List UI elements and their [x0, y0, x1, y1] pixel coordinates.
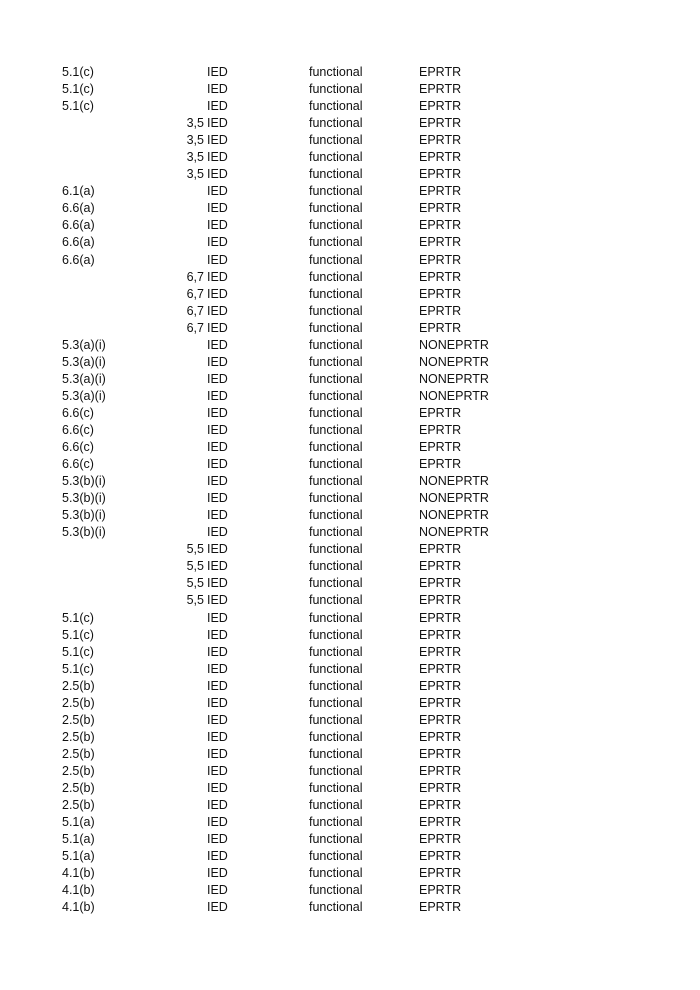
status-cell: functional [309, 388, 363, 403]
directive-type-cell: IED [207, 900, 228, 915]
status-cell: functional [309, 116, 363, 131]
register-cell: EPRTR [419, 712, 462, 727]
table-row [0, 286, 700, 303]
status-cell: functional [309, 559, 363, 574]
spreadsheet-table [0, 64, 700, 916]
register-cell: EPRTR [419, 235, 462, 250]
status-cell: functional [309, 150, 363, 165]
table-row [0, 405, 700, 422]
register-cell: NONEPRTR [419, 508, 489, 523]
register-cell: EPRTR [419, 303, 462, 318]
register-cell: EPRTR [419, 201, 462, 216]
status-cell: functional [309, 610, 363, 625]
table-row [0, 695, 700, 712]
register-cell: EPRTR [419, 593, 462, 608]
status-cell: functional [309, 525, 363, 540]
activity-code-cell: 5.1(c) [62, 627, 94, 642]
activity-code-cell: 4.1(b) [62, 866, 95, 881]
register-cell: EPRTR [419, 729, 462, 744]
directive-type-cell: IED [207, 746, 228, 761]
activity-code-cell: 5.1(c) [62, 661, 94, 676]
register-cell: NONEPRTR [419, 337, 489, 352]
directive-type-cell: IED [207, 65, 228, 79]
status-cell: functional [309, 286, 363, 301]
register-cell: NONEPRTR [419, 491, 489, 506]
table-row [0, 848, 700, 865]
directive-type-cell: IED [207, 525, 228, 540]
register-cell: EPRTR [419, 542, 462, 557]
register-cell: EPRTR [419, 184, 462, 199]
status-cell: functional [309, 627, 363, 642]
status-cell: functional [309, 576, 363, 591]
directive-type-cell: IED [207, 218, 228, 233]
register-cell: EPRTR [419, 610, 462, 625]
table-row [0, 456, 700, 473]
directive-type-cell: IED [207, 542, 228, 557]
register-cell: EPRTR [419, 82, 462, 97]
table-row [0, 371, 700, 388]
capacity-number-cell: 3,5 [186, 150, 204, 165]
table-row [0, 661, 700, 678]
activity-code-cell: 6.6(c) [62, 457, 94, 472]
activity-code-cell: 2.5(b) [62, 746, 95, 761]
register-cell: EPRTR [419, 252, 462, 267]
directive-type-cell: IED [207, 678, 228, 693]
directive-type-cell: IED [207, 508, 228, 523]
directive-type-cell: IED [207, 849, 228, 864]
register-cell: NONEPRTR [419, 525, 489, 540]
table-row [0, 797, 700, 814]
capacity-number-cell: 6,7 [186, 286, 204, 301]
directive-type-cell: IED [207, 883, 228, 898]
status-cell: functional [309, 405, 363, 420]
table-row [0, 814, 700, 831]
register-cell: EPRTR [419, 695, 462, 710]
directive-type-cell: IED [207, 320, 228, 335]
directive-type-cell: IED [207, 303, 228, 318]
activity-code-cell: 5.3(b)(i) [62, 474, 106, 489]
status-cell: functional [309, 729, 363, 744]
capacity-number-cell: 5,5 [186, 576, 204, 591]
register-cell: EPRTR [419, 559, 462, 574]
register-cell: EPRTR [419, 286, 462, 301]
register-cell: EPRTR [419, 763, 462, 778]
status-cell: functional [309, 508, 363, 523]
directive-type-cell: IED [207, 576, 228, 591]
status-cell: functional [309, 593, 363, 608]
table-row [0, 354, 700, 371]
table-row [0, 388, 700, 405]
activity-code-cell: 5.1(a) [62, 832, 95, 847]
activity-code-cell: 6.6(a) [62, 218, 95, 233]
directive-type-cell: IED [207, 116, 228, 131]
status-cell: functional [309, 82, 363, 97]
directive-type-cell: IED [207, 644, 228, 659]
register-cell: NONEPRTR [419, 388, 489, 403]
activity-code-cell: 5.3(b)(i) [62, 508, 106, 523]
table-row [0, 712, 700, 729]
table-row [0, 473, 700, 490]
activity-code-cell: 5.1(c) [62, 65, 94, 79]
table-row [0, 678, 700, 695]
table-row [0, 64, 700, 81]
table-row [0, 507, 700, 524]
status-cell: functional [309, 320, 363, 335]
table-row [0, 610, 700, 627]
activity-code-cell: 6.6(c) [62, 440, 94, 455]
register-cell: EPRTR [419, 99, 462, 114]
activity-code-cell: 2.5(b) [62, 798, 95, 813]
status-cell: functional [309, 763, 363, 778]
status-cell: functional [309, 235, 363, 250]
table-row [0, 899, 700, 916]
capacity-number-cell: 5,5 [186, 542, 204, 557]
directive-type-cell: IED [207, 337, 228, 352]
status-cell: functional [309, 815, 363, 830]
register-cell: EPRTR [419, 900, 462, 915]
table-row [0, 269, 700, 286]
activity-code-cell: 4.1(b) [62, 900, 95, 915]
directive-type-cell: IED [207, 832, 228, 847]
table-row [0, 439, 700, 456]
status-cell: functional [309, 900, 363, 915]
directive-type-cell: IED [207, 252, 228, 267]
register-cell: EPRTR [419, 849, 462, 864]
status-cell: functional [309, 218, 363, 233]
register-cell: EPRTR [419, 218, 462, 233]
status-cell: functional [309, 99, 363, 114]
table-row [0, 200, 700, 217]
directive-type-cell: IED [207, 422, 228, 437]
capacity-number-cell: 6,7 [186, 269, 204, 284]
status-cell: functional [309, 474, 363, 489]
activity-code-cell: 6.1(a) [62, 184, 95, 199]
table-row [0, 81, 700, 98]
capacity-number-cell: 5,5 [186, 593, 204, 608]
status-cell: functional [309, 184, 363, 199]
directive-type-cell: IED [207, 559, 228, 574]
table-row [0, 217, 700, 234]
activity-code-cell: 5.3(a)(i) [62, 388, 106, 403]
directive-type-cell: IED [207, 815, 228, 830]
directive-type-cell: IED [207, 866, 228, 881]
register-cell: EPRTR [419, 116, 462, 131]
capacity-number-cell: 3,5 [186, 116, 204, 131]
directive-type-cell: IED [207, 440, 228, 455]
status-cell: functional [309, 133, 363, 148]
table-row [0, 575, 700, 592]
register-cell: EPRTR [419, 150, 462, 165]
directive-type-cell: IED [207, 661, 228, 676]
directive-type-cell: IED [207, 150, 228, 165]
table-row [0, 644, 700, 661]
register-cell: EPRTR [419, 440, 462, 455]
register-cell: EPRTR [419, 422, 462, 437]
register-cell: EPRTR [419, 133, 462, 148]
activity-code-cell: 5.1(c) [62, 82, 94, 97]
table-row [0, 746, 700, 763]
capacity-number-cell: 6,7 [186, 303, 204, 318]
directive-type-cell: IED [207, 593, 228, 608]
register-cell: EPRTR [419, 457, 462, 472]
directive-type-cell: IED [207, 235, 228, 250]
activity-code-cell: 5.1(a) [62, 849, 95, 864]
activity-code-cell: 5.1(c) [62, 610, 94, 625]
directive-type-cell: IED [207, 729, 228, 744]
register-cell: EPRTR [419, 678, 462, 693]
status-cell: functional [309, 457, 363, 472]
status-cell: functional [309, 644, 363, 659]
status-cell: functional [309, 269, 363, 284]
status-cell: functional [309, 337, 363, 352]
directive-type-cell: IED [207, 780, 228, 795]
register-cell: EPRTR [419, 815, 462, 830]
table-row [0, 490, 700, 507]
table-row [0, 132, 700, 149]
activity-code-cell: 2.5(b) [62, 695, 95, 710]
capacity-number-cell: 3,5 [186, 133, 204, 148]
activity-code-cell: 5.3(b)(i) [62, 525, 106, 540]
status-cell: functional [309, 252, 363, 267]
register-cell: EPRTR [419, 746, 462, 761]
table-row [0, 627, 700, 644]
table-row [0, 592, 700, 609]
table-row [0, 183, 700, 200]
directive-type-cell: IED [207, 184, 228, 199]
status-cell: functional [309, 678, 363, 693]
activity-code-cell: 2.5(b) [62, 678, 95, 693]
table-row [0, 252, 700, 269]
status-cell: functional [309, 780, 363, 795]
directive-type-cell: IED [207, 405, 228, 420]
register-cell: NONEPRTR [419, 354, 489, 369]
directive-type-cell: IED [207, 286, 228, 301]
register-cell: EPRTR [419, 780, 462, 795]
activity-code-cell: 6.6(c) [62, 405, 94, 420]
status-cell: functional [309, 866, 363, 881]
table-row [0, 558, 700, 575]
table-row [0, 865, 700, 882]
status-cell: functional [309, 746, 363, 761]
activity-code-cell: 5.3(a)(i) [62, 371, 106, 386]
register-cell: EPRTR [419, 832, 462, 847]
capacity-number-cell: 6,7 [186, 320, 204, 335]
register-cell: EPRTR [419, 866, 462, 881]
activity-code-cell: 5.1(a) [62, 815, 95, 830]
table-row [0, 729, 700, 746]
register-cell: EPRTR [419, 269, 462, 284]
table-row [0, 763, 700, 780]
status-cell: functional [309, 354, 363, 369]
table-row [0, 524, 700, 541]
directive-type-cell: IED [207, 491, 228, 506]
directive-type-cell: IED [207, 474, 228, 489]
directive-type-cell: IED [207, 763, 228, 778]
register-cell: EPRTR [419, 65, 462, 79]
status-cell: functional [309, 371, 363, 386]
register-cell: EPRTR [419, 883, 462, 898]
table-row [0, 831, 700, 848]
status-cell: functional [309, 883, 363, 898]
directive-type-cell: IED [207, 371, 228, 386]
table-row [0, 882, 700, 899]
capacity-number-cell: 3,5 [186, 167, 204, 182]
status-cell: functional [309, 661, 363, 676]
activity-code-cell: 5.3(a)(i) [62, 354, 106, 369]
directive-type-cell: IED [207, 712, 228, 727]
status-cell: functional [309, 542, 363, 557]
status-cell: functional [309, 832, 363, 847]
register-cell: EPRTR [419, 320, 462, 335]
directive-type-cell: IED [207, 457, 228, 472]
register-cell: NONEPRTR [419, 474, 489, 489]
register-cell: EPRTR [419, 405, 462, 420]
directive-type-cell: IED [207, 695, 228, 710]
directive-type-cell: IED [207, 269, 228, 284]
directive-type-cell: IED [207, 82, 228, 97]
directive-type-cell: IED [207, 99, 228, 114]
register-cell: EPRTR [419, 167, 462, 182]
activity-code-cell: 6.6(c) [62, 422, 94, 437]
activity-code-cell: 4.1(b) [62, 883, 95, 898]
table-row [0, 780, 700, 797]
table-row [0, 234, 700, 251]
table-row [0, 115, 700, 132]
directive-type-cell: IED [207, 610, 228, 625]
status-cell: functional [309, 491, 363, 506]
directive-type-cell: IED [207, 201, 228, 216]
directive-type-cell: IED [207, 133, 228, 148]
status-cell: functional [309, 440, 363, 455]
activity-code-cell: 6.6(a) [62, 201, 95, 216]
directive-type-cell: IED [207, 354, 228, 369]
register-cell: EPRTR [419, 644, 462, 659]
status-cell: functional [309, 422, 363, 437]
directive-type-cell: IED [207, 167, 228, 182]
status-cell: functional [309, 712, 363, 727]
status-cell: functional [309, 695, 363, 710]
register-cell: EPRTR [419, 798, 462, 813]
status-cell: functional [309, 65, 363, 79]
status-cell: functional [309, 201, 363, 216]
register-cell: NONEPRTR [419, 371, 489, 386]
table-row [0, 149, 700, 166]
directive-type-cell: IED [207, 798, 228, 813]
directive-type-cell: IED [207, 388, 228, 403]
table-row [0, 541, 700, 558]
status-cell: functional [309, 303, 363, 318]
activity-code-cell: 2.5(b) [62, 780, 95, 795]
table-row [0, 303, 700, 320]
register-cell: EPRTR [419, 576, 462, 591]
table-row [0, 166, 700, 183]
table-row [0, 337, 700, 354]
table-row [0, 320, 700, 337]
activity-code-cell: 2.5(b) [62, 729, 95, 744]
activity-code-cell: 5.1(c) [62, 644, 94, 659]
register-cell: EPRTR [419, 627, 462, 642]
table-row [0, 422, 700, 439]
register-cell: EPRTR [419, 661, 462, 676]
activity-code-cell: 5.1(c) [62, 99, 94, 114]
activity-code-cell: 2.5(b) [62, 763, 95, 778]
capacity-number-cell: 5,5 [186, 559, 204, 574]
table-row [0, 98, 700, 115]
activity-code-cell: 6.6(a) [62, 235, 95, 250]
status-cell: functional [309, 798, 363, 813]
status-cell: functional [309, 849, 363, 864]
activity-code-cell: 6.6(a) [62, 252, 95, 267]
directive-type-cell: IED [207, 627, 228, 642]
status-cell: functional [309, 167, 363, 182]
activity-code-cell: 5.3(a)(i) [62, 337, 106, 352]
activity-code-cell: 5.3(b)(i) [62, 491, 106, 506]
activity-code-cell: 2.5(b) [62, 712, 95, 727]
